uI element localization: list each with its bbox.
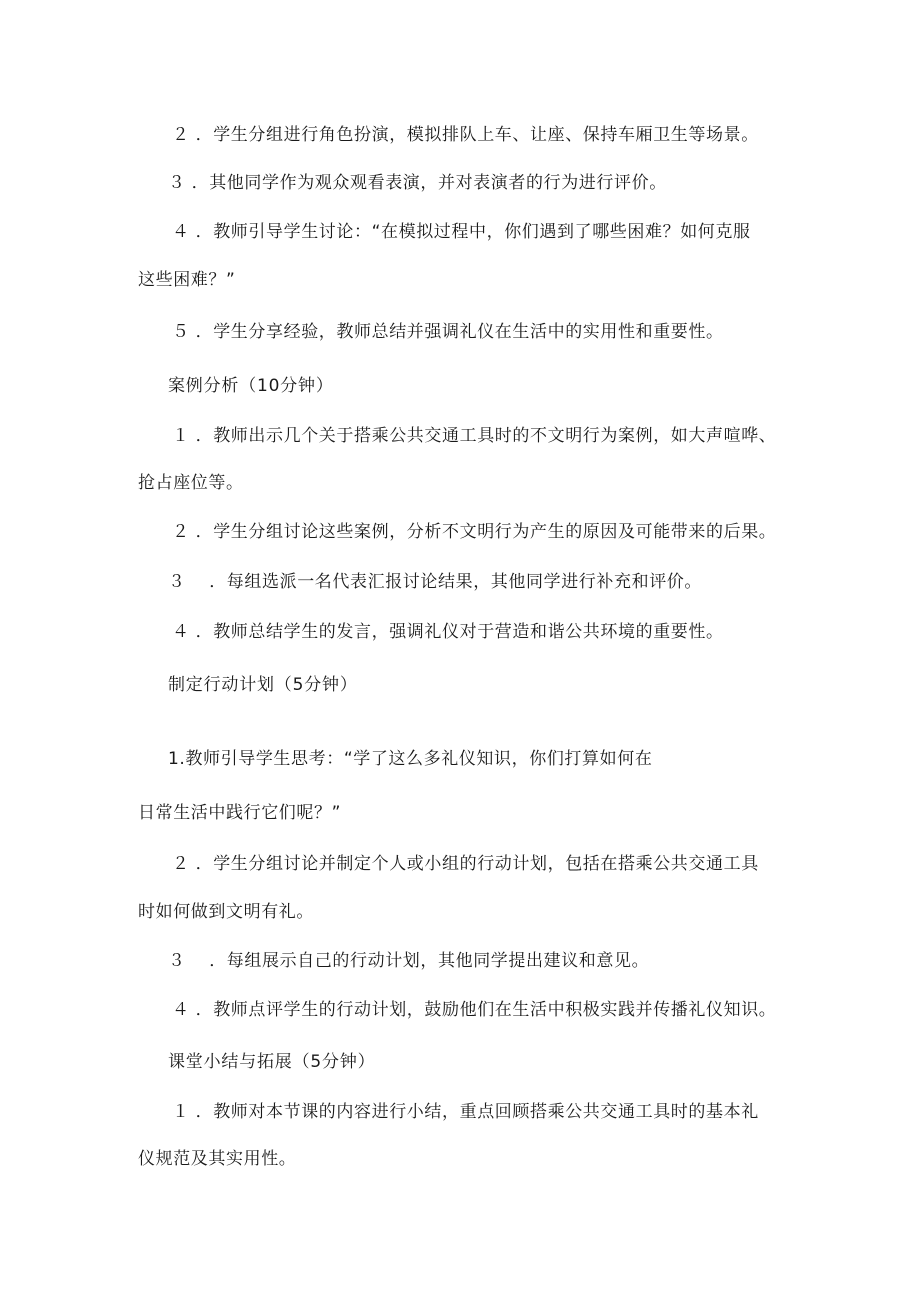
list-item-class-summary: １ ．教师对本节课的内容进行小结，重点回顾搭乘公共交通工具时的基本礼 <box>172 1102 759 1122</box>
section-heading-case-analysis: 案例分析（10分钟） <box>168 376 334 396</box>
list-item-show-cases-cont: 抢占座位等。 <box>138 473 244 493</box>
list-item-make-plan-cont: 时如何做到文明有礼。 <box>138 902 314 922</box>
list-item-present-plan: ３ ．每组展示自己的行动计划，其他同学提出建议和意见。 <box>168 951 650 971</box>
list-item-role-play: ２ ．学生分组进行角色扮演，模拟排队上车、让座、保持车厢卫生等场景。 <box>172 125 759 145</box>
list-item-audience-evaluate: ３ ．其他同学作为观众观看表演，并对表演者的行为进行评价。 <box>168 173 667 193</box>
list-item-teacher-summary: ４ ．教师总结学生的发言，强调礼仪对于营造和谐公共环境的重要性。 <box>172 622 724 642</box>
section-heading-summary: 课堂小结与拓展（5分钟） <box>168 1052 376 1072</box>
list-item-make-plan: ２ ．学生分组讨论并制定个人或小组的行动计划，包括在搭乘公共交通工具 <box>172 854 759 874</box>
list-item-show-cases: １ ．教师出示几个关于搭乘公共交通工具时的不文明行为案例，如大声喧哗、 <box>172 426 777 446</box>
list-item-report-results: ３ ．每组选派一名代表汇报讨论结果，其他同学进行补充和评价。 <box>168 572 703 592</box>
list-item-teacher-guide-think: 1.教师引导学生思考：“学了这么多礼仪知识，你们打算如何在 <box>168 749 653 769</box>
list-item-teacher-guide-think-cont: 日常生活中践行它们呢？” <box>138 803 342 823</box>
list-item-discussion-question-cont: 这些困难？” <box>138 270 236 290</box>
list-item-discussion-question: ４ ．教师引导学生讨论：“在模拟过程中，你们遇到了哪些困难？如何克服 <box>172 222 751 242</box>
list-item-comment-plan: ４ ．教师点评学生的行动计划，鼓励他们在生活中积极实践并传播礼仪知识。 <box>172 1000 777 1020</box>
section-heading-action-plan: 制定行动计划（5分钟） <box>168 675 358 695</box>
list-item-share-experience: ５ ．学生分享经验，教师总结并强调礼仪在生活中的实用性和重要性。 <box>172 322 724 342</box>
list-item-class-summary-cont: 仪规范及其实用性。 <box>138 1149 297 1169</box>
list-item-group-discuss-cases: ２ ．学生分组讨论这些案例，分析不文明行为产生的原因及可能带来的后果。 <box>172 522 777 542</box>
